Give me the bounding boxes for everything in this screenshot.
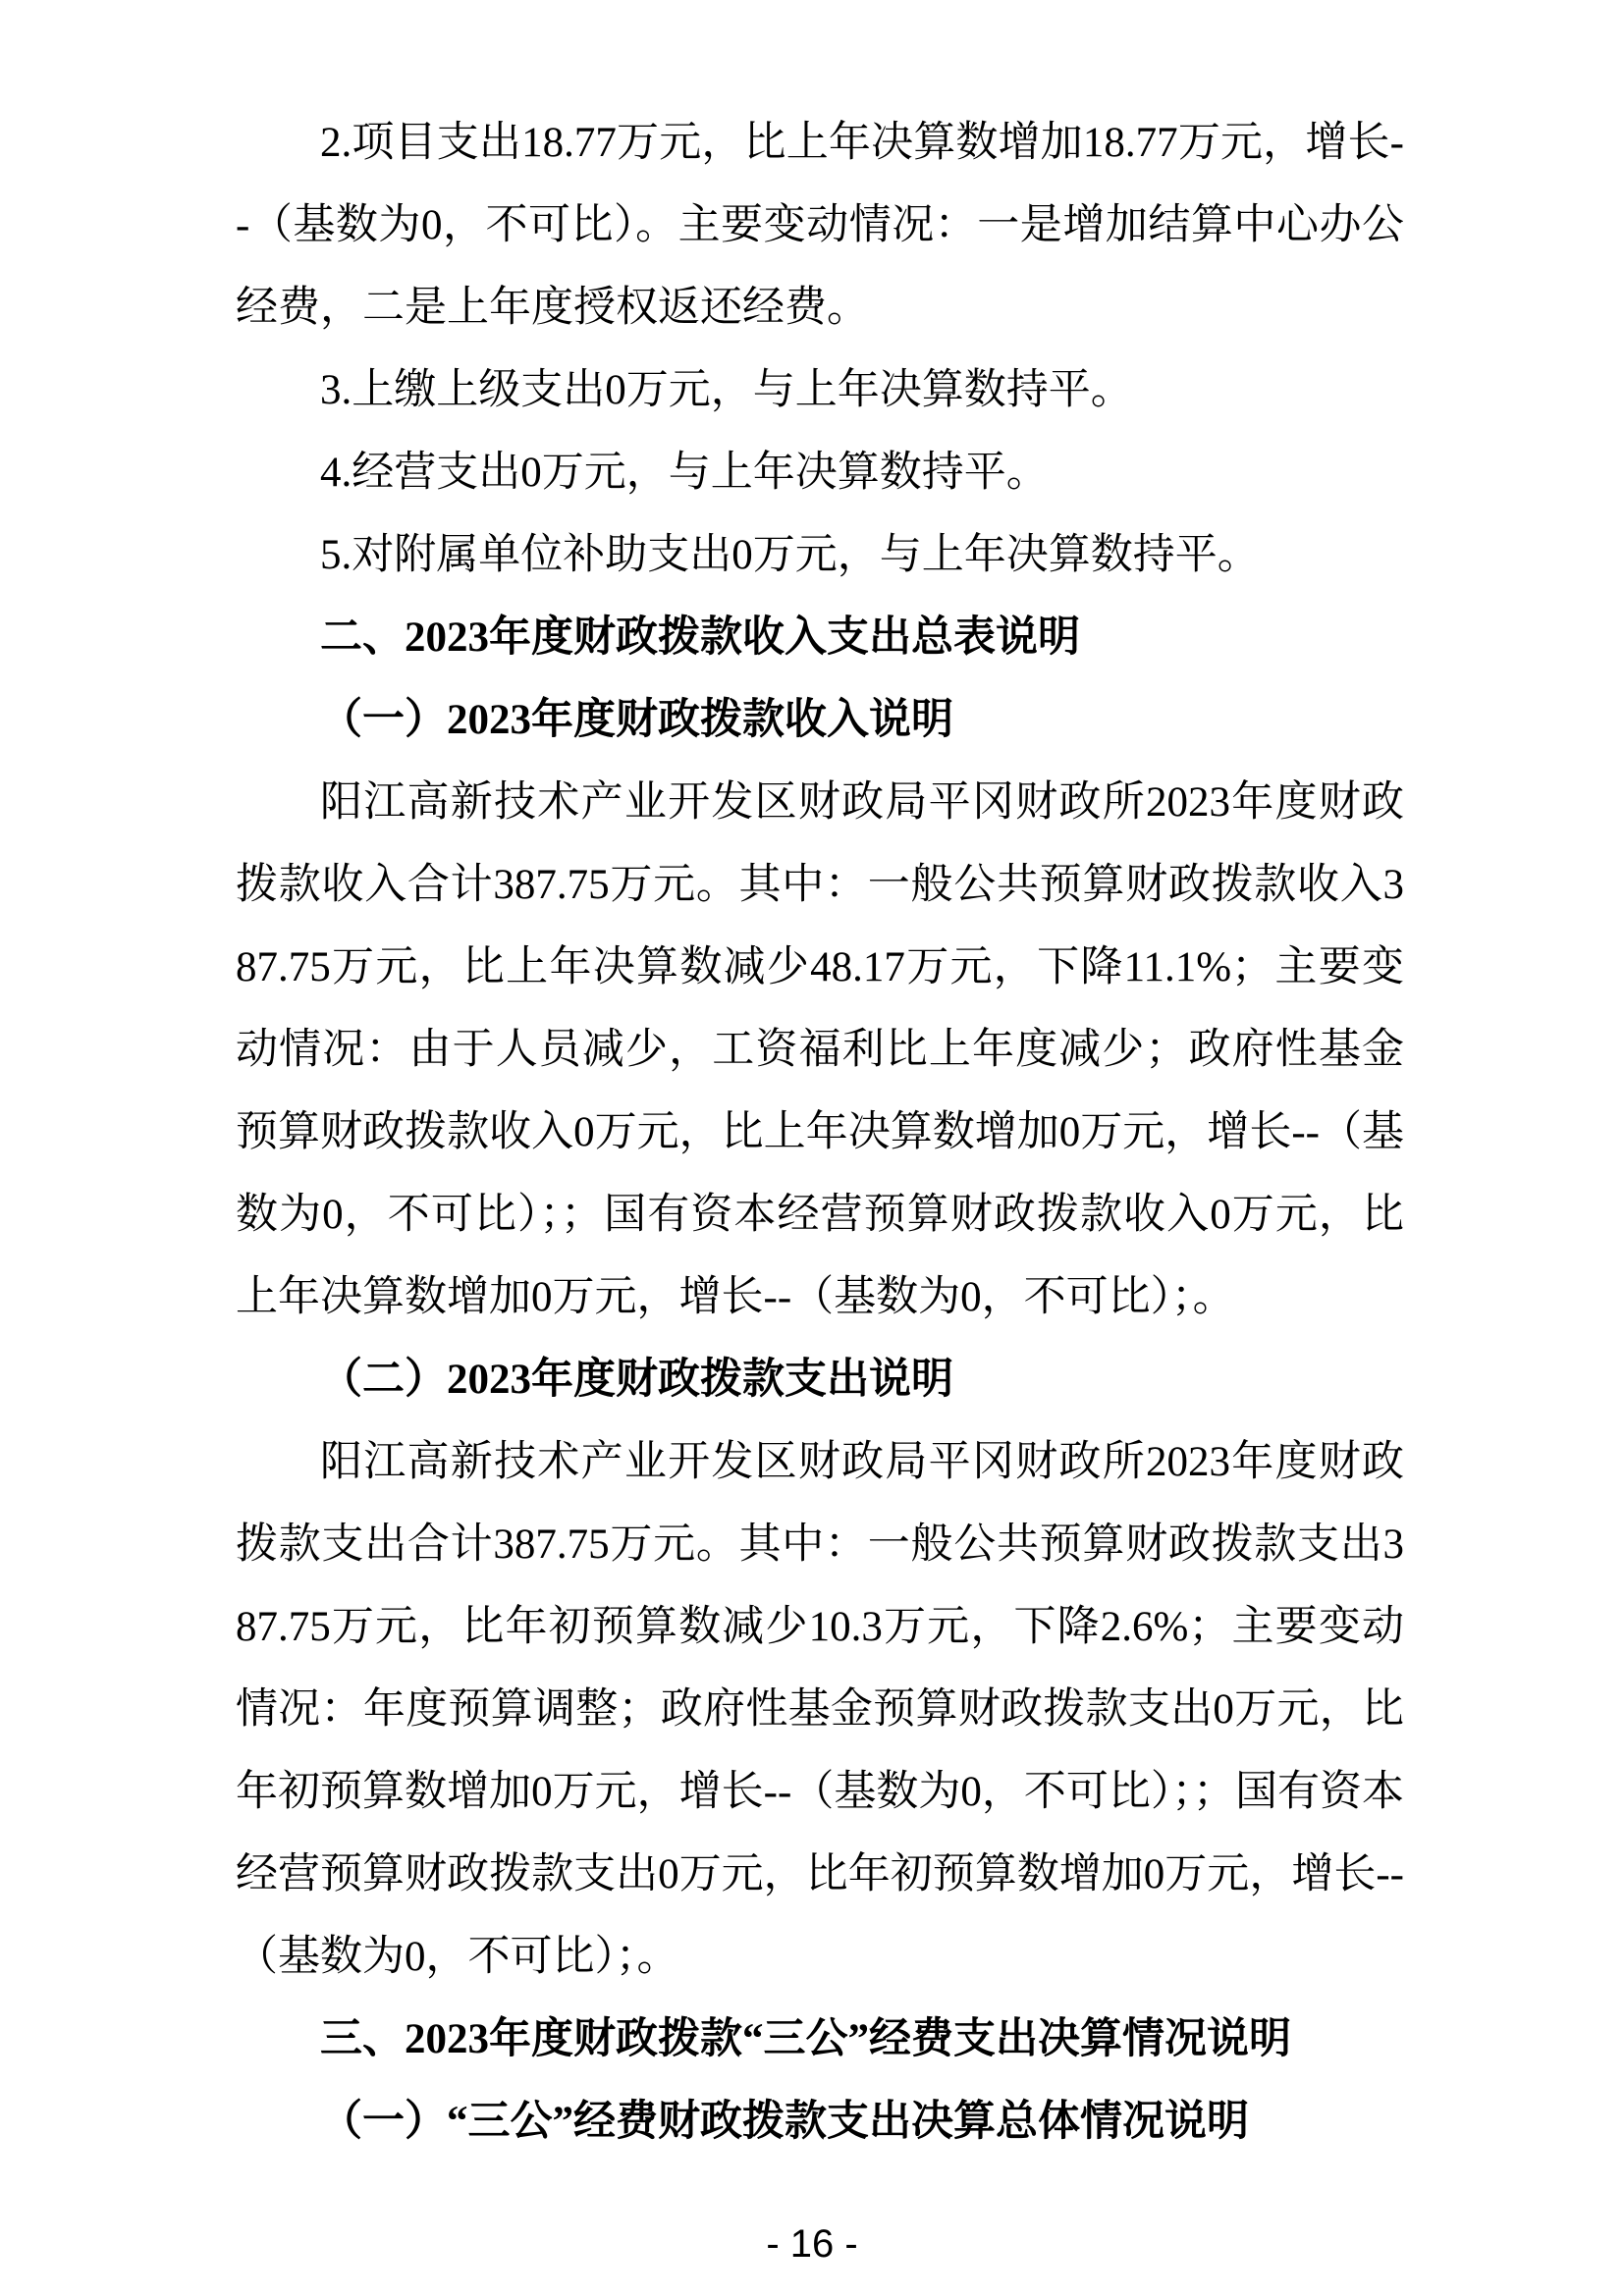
heading-section-2-1: （一）2023年度财政拨款收入说明 [320,697,953,743]
para-project-expense: 2.项目支出18.77万元，比上年决算数增加18.77万元，增长--（基数为0，不可比）。主要变动情况：一是增加结算中心办公经费，二是上年度授权返还经费。 [236,120,1404,331]
page-number: - 16 - [766,2222,858,2266]
para-fiscal-income-detail: 阳江高新技术产业开发区财政局平冈财政所2023年度财政拨款收入合计387.75万元。其中：一般公共预算财政拨款收入387.75万元，比上年决算数减少48.17万元，下降11.1%；主要变动情况：由于人员减少，工资福利比上年度减少；政府性基金预算财政拨款收入0万元，比上年决算数增加0万元，增长--（基数为0，不可比）；；国有资本经营预算财政拨款收入0万元，比上年决算数增加0万元，增长--（基数为0，不可比）；。 [236,779,1404,1320]
document-body [236,102,1404,2163]
heading-section-3: 三、2023年度财政拨款“三公”经费支出决算情况说明 [320,2016,1291,2062]
heading-section-3-1: （一）“三公”经费财政拨款支出决算总体情况说明 [320,2099,1249,2145]
para-remit-superior: 3.上缴上级支出0万元，与上年决算数持平。 [320,367,1133,413]
para-operating-expense: 4.经营支出0万元，与上年决算数持平。 [320,450,1049,496]
page-footer [0,2220,1624,2268]
para-subsidy-expense: 5.对附属单位补助支出0万元，与上年决算数持平。 [320,532,1260,578]
heading-section-2: 二、2023年度财政拨款收入支出总表说明 [320,614,1080,661]
heading-section-2-2: （二）2023年度财政拨款支出说明 [320,1357,953,1403]
para-fiscal-expense-detail: 阳江高新技术产业开发区财政局平冈财政所2023年度财政拨款支出合计387.75万元。其中：一般公共预算财政拨款支出387.75万元，比年初预算数减少10.3万元，下降2.6%；主要变动情况：年度预算调整；政府性基金预算财政拨款支出0万元，比年初预算数增加0万元，增长--（基数为0，不可比）；；国有资本经营预算财政拨款支出0万元，比年初预算数增加0万元，增长--（基数为0，不可比）；。 [236,1439,1404,1980]
